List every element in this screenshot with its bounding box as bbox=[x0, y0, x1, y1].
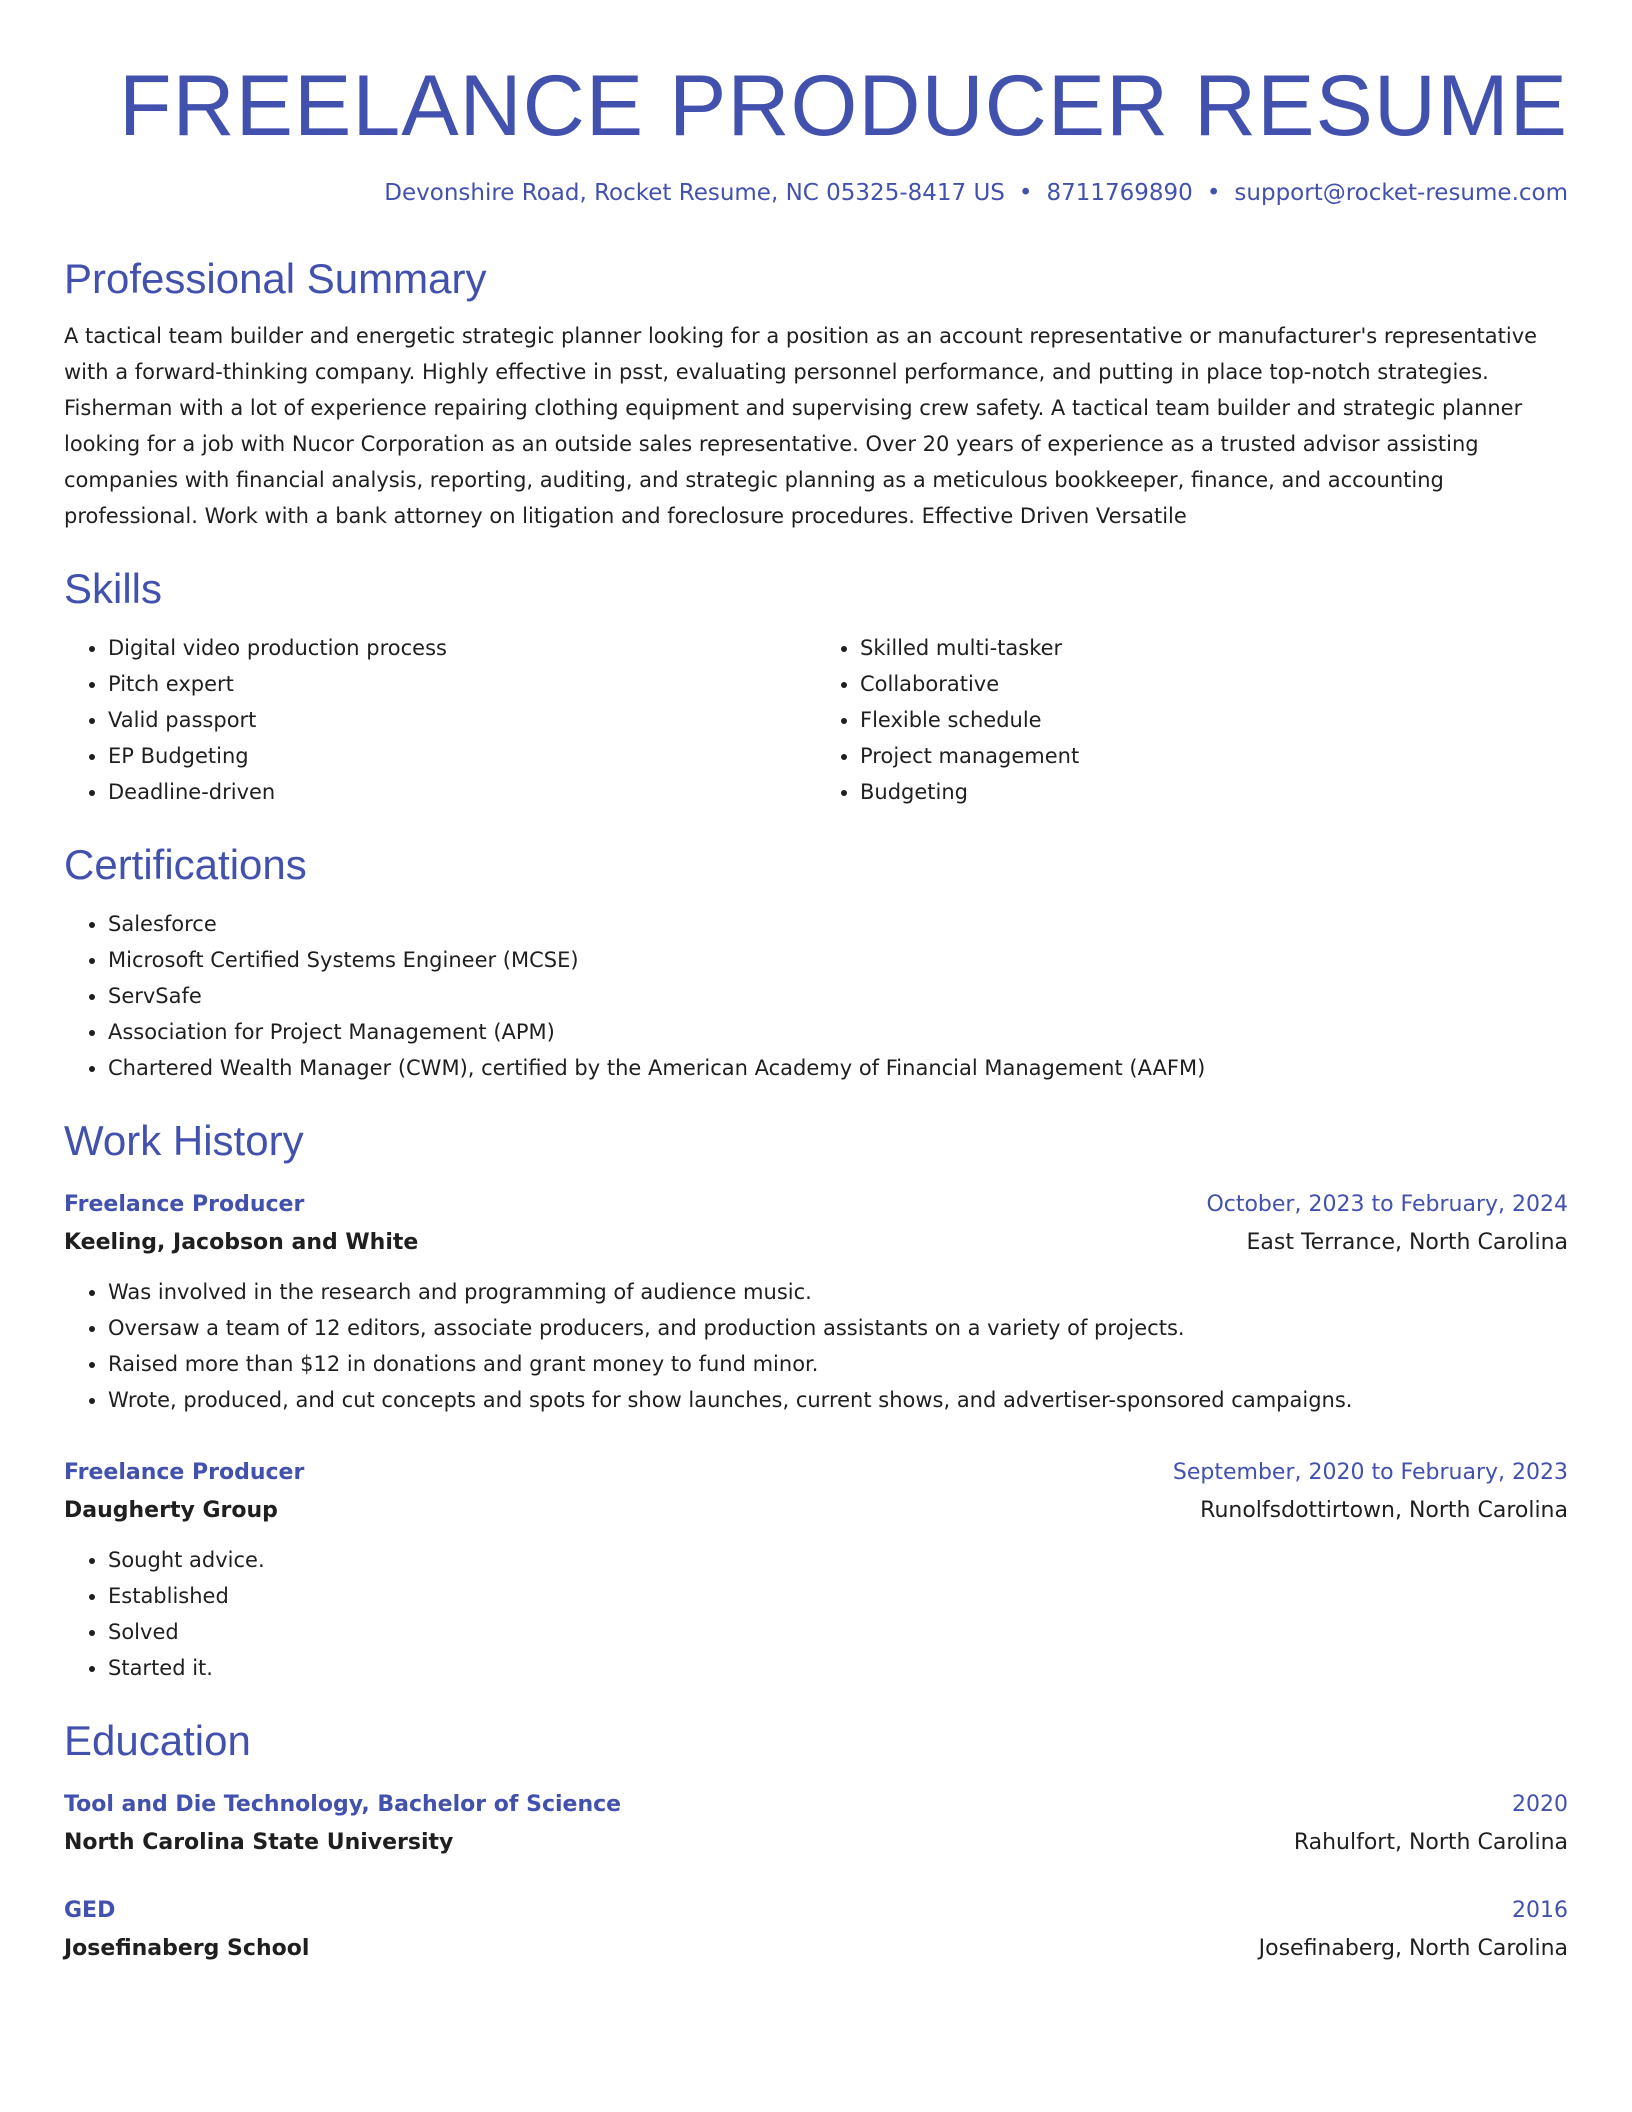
job-company: Keeling, Jacobson and White bbox=[64, 1230, 419, 1255]
job-title-row bbox=[64, 1454, 1568, 1492]
education-degree: GED bbox=[64, 1898, 116, 1923]
summary-section bbox=[64, 252, 1568, 534]
job-entry bbox=[64, 1454, 1568, 1686]
job-bullet: • Wrote, produced, and cut concepts and spots for show launches, current shows, and advertiser-sponsored campaigns. bbox=[108, 1382, 1568, 1418]
education-year: 2016 bbox=[1512, 1898, 1568, 1923]
resume-title: FREELANCE PRODUCER RESUME bbox=[119, 58, 1568, 154]
skill-item: • Digital video production process bbox=[108, 630, 816, 666]
education-degree-row bbox=[64, 1892, 1568, 1930]
job-title-row bbox=[64, 1186, 1568, 1224]
job-company-row bbox=[64, 1224, 1568, 1262]
education-entry bbox=[64, 1892, 1568, 1968]
skill-item: • Skilled multi-tasker bbox=[860, 630, 1568, 666]
job-bullets bbox=[64, 1274, 1568, 1418]
education-location: Rahulfort, North Carolina bbox=[1293, 1830, 1568, 1855]
skills-grid bbox=[64, 630, 1568, 810]
certifications-section bbox=[64, 838, 1568, 1086]
contact-line bbox=[64, 176, 1568, 210]
job-bullet: • Raised more than $12 in donations and grant money to fund minor. bbox=[108, 1346, 1568, 1382]
certification-item: • Microsoft Certified Systems Engineer (MCSE) bbox=[108, 942, 1568, 978]
job-company: Daugherty Group bbox=[64, 1498, 278, 1523]
education-year: 2020 bbox=[1512, 1792, 1568, 1817]
job-location: Runolfsdottirtown, North Carolina bbox=[1200, 1498, 1568, 1523]
job-bullet: • Sought advice. bbox=[108, 1542, 1568, 1578]
job-location: East Terrance, North Carolina bbox=[1246, 1230, 1568, 1255]
job-bullets bbox=[64, 1542, 1568, 1686]
skills-heading: Skills bbox=[64, 565, 163, 612]
summary-text: A tactical team builder and energetic strategic planner looking for a position as an account representative or manufacturer's representative with a forward-thinking company. Highly effective in psst, evaluating personnel performance, and putting in place top-notch strategies. Fisherman with a lot of experience repairing clothing equipment and supervising crew safety. A tactical team builder and strategic planner looking for a job with Nucor Corporation as an outside sales representative. Over 20 years of experience as a trusted advisor assisting companies with financial analysis, reporting, auditing, and strategic planning as a meticulous bookkeeper, finance, and accounting professional. Work with a bank attorney on litigation and foreclosure procedures. Effective Driven Versatile bbox=[64, 324, 1538, 528]
skill-item: • Flexible schedule bbox=[860, 702, 1568, 738]
contact-phone: 8711769890 bbox=[1046, 180, 1193, 206]
education-school: Josefinaberg School bbox=[64, 1936, 310, 1961]
certification-item: • Chartered Wealth Manager (CWM), certified by the American Academy of Financial Management (AAFM) bbox=[108, 1050, 1568, 1086]
education-location: Josefinaberg, North Carolina bbox=[1258, 1936, 1568, 1961]
skill-item: • Pitch expert bbox=[108, 666, 816, 702]
job-dates: September, 2020 to February, 2023 bbox=[1172, 1460, 1568, 1485]
job-bullet: • Was involved in the research and programming of audience music. bbox=[108, 1274, 1568, 1310]
job-role: Freelance Producer bbox=[64, 1192, 305, 1217]
job-company-row bbox=[64, 1492, 1568, 1530]
work-history-heading: Work History bbox=[64, 1117, 304, 1164]
skill-item: • EP Budgeting bbox=[108, 738, 816, 774]
job-entry bbox=[64, 1186, 1568, 1418]
education-degree: Tool and Die Technology, Bachelor of Science bbox=[64, 1792, 622, 1817]
summary-heading: Professional Summary bbox=[64, 255, 487, 302]
contact-email[interactable]: support@rocket-resume.com bbox=[1234, 180, 1568, 206]
certification-item: • ServSafe bbox=[108, 978, 1568, 1014]
certification-item: • Association for Project Management (APM) bbox=[108, 1014, 1568, 1050]
certifications-heading: Certifications bbox=[64, 841, 307, 888]
skill-item: • Collaborative bbox=[860, 666, 1568, 702]
skill-item: • Budgeting bbox=[860, 774, 1568, 810]
certification-item: • Salesforce bbox=[108, 906, 1568, 942]
job-bullet: • Solved bbox=[108, 1614, 1568, 1650]
education-degree-row bbox=[64, 1786, 1568, 1824]
contact-separator: • bbox=[1018, 180, 1033, 206]
skills-list-right bbox=[816, 630, 1568, 810]
job-bullet: • Oversaw a team of 12 editors, associate producers, and production assistants on a variety of projects. bbox=[108, 1310, 1568, 1346]
job-role: Freelance Producer bbox=[64, 1460, 305, 1485]
skill-item: • Valid passport bbox=[108, 702, 816, 738]
certifications-list bbox=[64, 906, 1568, 1086]
education-school: North Carolina State University bbox=[64, 1830, 454, 1855]
contact-separator: • bbox=[1206, 180, 1221, 206]
skill-item: • Deadline-driven bbox=[108, 774, 816, 810]
skills-section bbox=[64, 562, 1568, 810]
skill-item: • Project management bbox=[860, 738, 1568, 774]
education-entry bbox=[64, 1786, 1568, 1862]
job-bullet: • Started it. bbox=[108, 1650, 1568, 1686]
education-school-row bbox=[64, 1930, 1568, 1968]
job-dates: October, 2023 to February, 2024 bbox=[1206, 1192, 1568, 1217]
contact-address: Devonshire Road, Rocket Resume, NC 05325-8417 US bbox=[384, 180, 1005, 206]
education-school-row bbox=[64, 1824, 1568, 1862]
education-heading: Education bbox=[64, 1717, 251, 1764]
skills-list-left bbox=[64, 630, 816, 810]
education-section bbox=[64, 1714, 1568, 1968]
work-history-section bbox=[64, 1114, 1568, 1686]
job-bullet: • Established bbox=[108, 1578, 1568, 1614]
